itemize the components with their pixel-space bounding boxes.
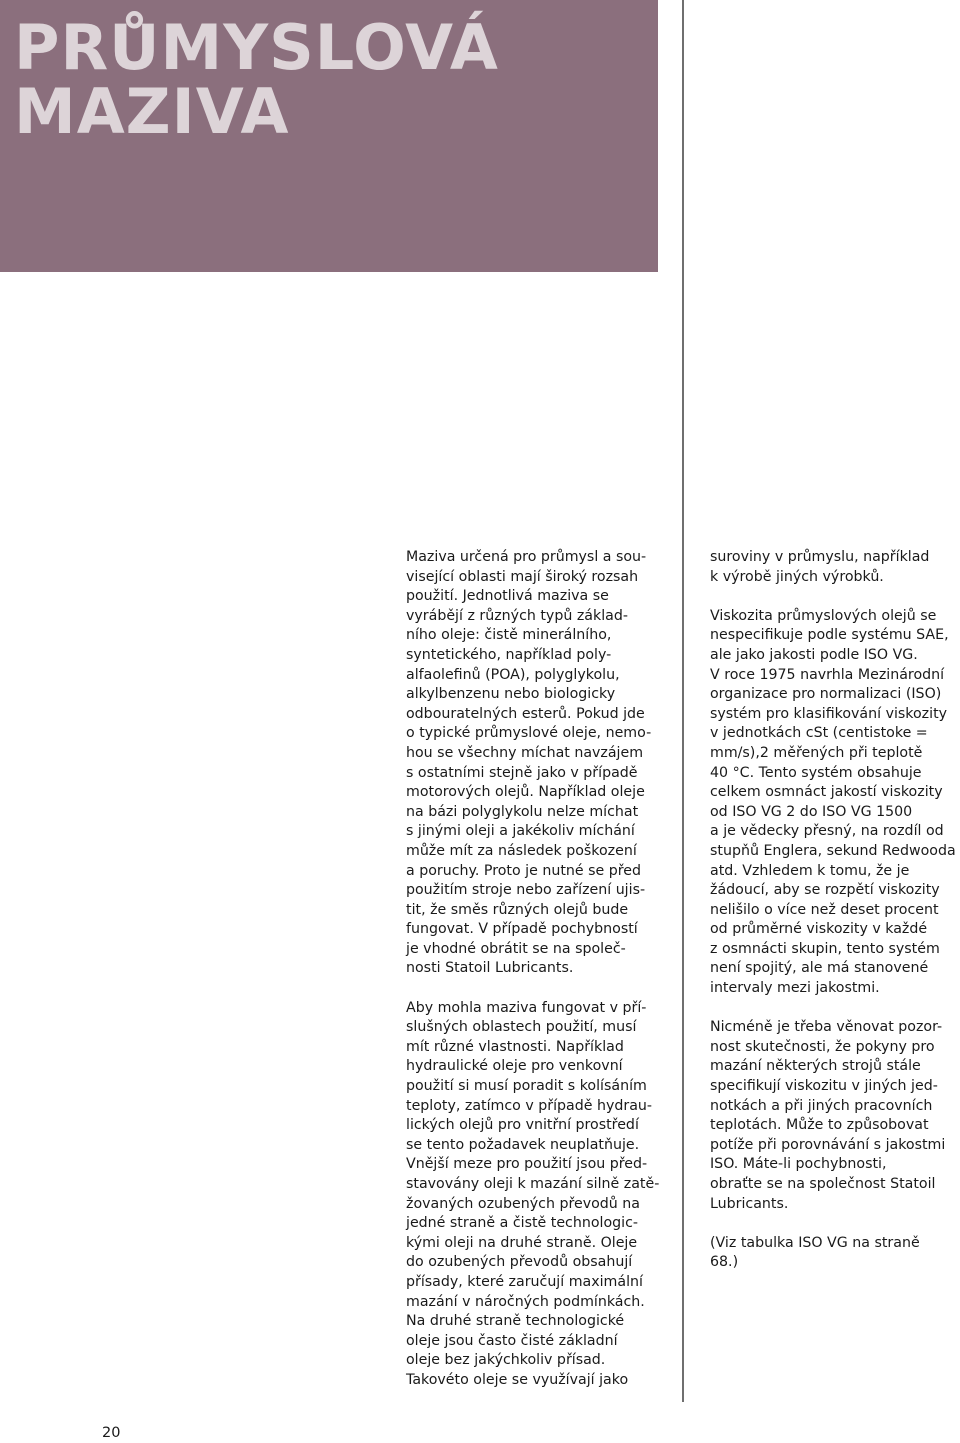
title-line-1: PRŮMYSLOVÁ [14, 11, 499, 84]
right-paragraph-1: suroviny v průmyslu, například k výrobě jiných výrobků. [710, 549, 930, 585]
title-line-2: MAZIVA [14, 75, 290, 148]
right-paragraph-4: (Viz tabulka ISO VG na straně 68.) [710, 1234, 920, 1271]
page-title [14, 11, 499, 148]
left-paragraph-1: Maziva určená pro průmysl a sou- visející oblasti mají široký rozsah použití. Jednotlivá maziva se vyrábějí z různých typů základ- ního oleje: čistě minerálního, syntetického, například poly- alfaolefinů (POA), polyglykolu, alkylbenzenu nebo biologicky odbouratelných esterů. Pokud jde o typické průmyslové oleje, nemo- hou se všechny míchat navzájem s ostatními stejně jako v případě motorových olejů. Například oleje na bázi polyglykolu nelze míchat s jinými oleji a jakékoliv míchání může mít za následek poškození a poruchy. Proto je nutné se před použitím stroje nebo zařízení ujis- tit, že směs různých olejů bude fungovat. V případě pochybností je vhodné obrátit se na společ- nosti Statoil Lubricants. [406, 549, 652, 977]
page-number: 20 [102, 1425, 121, 1441]
column-divider [682, 0, 684, 1402]
right-text-column [710, 548, 960, 1293]
left-text-column [406, 548, 666, 1410]
left-paragraph-2: Aby mohla maziva fungovat v pří- slušných oblastech použití, musí mít různé vlastnosti. Například hydraulické oleje pro venkovní použití si musí poradit s kolísáním teploty, zatímco v případě hydrau- lických olejů pro vnitřní prostředí se tento požadavek neuplatňuje. Vnější meze pro použití jsou před- stavovány oleji k mazání silně zatě- žovaných ozubených převodů na jedné straně a čistě technologic- kými oleji na druhé straně. Oleje do ozubených převodů obsahují přísady, které zaručují maximální mazání v náročných podmínkách. Na druhé straně technologické oleje jsou často čisté základní oleje bez jakýchkoliv přísad. Takovéto oleje se využívají jako [406, 999, 660, 1388]
right-paragraph-2: Viskozita průmyslových olejů se nespecifikuje podle systému SAE, ale jako jakosti podle ISO VG. V roce 1975 navrhla Mezinárodní organizace pro normalizaci (ISO) systém pro klasifikování viskozity v jednotkách cSt (centistoke = mm/s),2 měřených při teplotě 40 °C. Tento systém obsahuje celkem osmnáct jakostí viskozity od ISO VG 2 do ISO VG 1500 a je vědecky přesný, na rozdíl od stupňů Englera, sekund Redwooda atd. Vzhledem k tomu, že je žádoucí, aby se rozpětí viskozity nelišilo o více než deset procent od průměrné viskozity v každé z osmnácti skupin, tento systém není spojitý, ale má stanovené intervaly mezi jakostmi. [710, 607, 956, 997]
right-paragraph-3: Nicméně je třeba věnovat pozor- nost skutečnosti, že pokyny pro mazání některých strojů stále specifikují viskozitu v jiných jed- notkách a při jiných pracovních teplotách. Může to způsobovat potíže při porovnávání s jakostmi ISO. Máte-li pochybnosti, obraťte se na společnost Statoil Lubricants. [710, 1019, 946, 1212]
title-banner [0, 0, 658, 272]
